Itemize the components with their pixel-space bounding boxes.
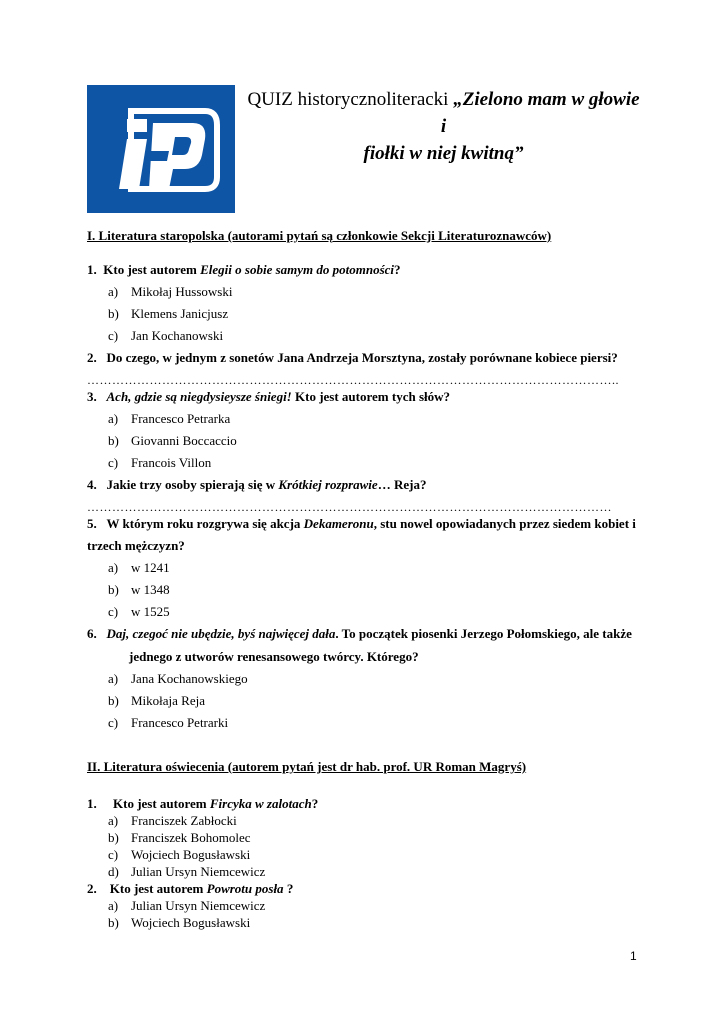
answer-1-6-a: a) Jana Kochanowskiego bbox=[108, 671, 248, 686]
answer-1-6-c: c) Francesco Petrarki bbox=[108, 715, 229, 730]
answer-1-1-c: c) Jan Kochanowski bbox=[108, 328, 224, 343]
question-1-3: 3. Ach, gdzie są niegdysieysze śniegi! Kto jest autorem tych słów? bbox=[87, 389, 451, 404]
answer-1-3-b: b) Giovanni Boccaccio bbox=[108, 433, 237, 448]
question-2-1: 1. Kto jest autorem Fircyka w zalotach? bbox=[87, 796, 319, 811]
page-title bbox=[246, 86, 641, 167]
answer-1-3-c: c) Francois Villon bbox=[108, 455, 212, 470]
answer-1-5-a: a) w 1241 bbox=[108, 560, 170, 575]
section-1-heading: I. Literatura staropolska (autorami pytań są członkowie Sekcji Literaturoznawców) bbox=[87, 228, 552, 243]
answer-2-1-b: b) Franciszek Bohomolec bbox=[108, 830, 251, 845]
answer-2-2-b: b) Wojciech Bogusławski bbox=[108, 915, 251, 930]
question-1-1: 1. Kto jest autorem Elegii o sobie samym do potomności? bbox=[87, 262, 401, 277]
question-1-4: 4. Jakie trzy osoby spierają się w Krótkiej rozprawie… Reja? bbox=[87, 477, 427, 492]
question-2-2: 2. Kto jest autorem Powrotu posła ? bbox=[87, 881, 294, 896]
answer-1-1-b: b) Klemens Janicjusz bbox=[108, 306, 229, 321]
answer-1-5-c: c) w 1525 bbox=[108, 604, 170, 619]
question-1-6: 6. Daj, czegoć nie ubędzie, byś najwięcej dała. To początek piosenki Jerzego Połomskiego, ale także bbox=[87, 626, 632, 641]
answer-line-1-2: ……………………………………………………………………………………………………………….. bbox=[87, 373, 619, 387]
answer-1-1-a: a) Mikołaj Hussowski bbox=[108, 284, 233, 299]
answer-2-1-d: d) Julian Ursyn Niemcewicz bbox=[108, 864, 266, 879]
question-1-5-line-2: trzech mężczyzn? bbox=[87, 538, 185, 553]
answer-line-1-4: ……………………………………………………………………………………………………………… bbox=[87, 500, 612, 514]
question-1-5: 5. W którym roku rozgrywa się akcja Dekameronu, stu nowel opowiadanych przez siedem kobiet i bbox=[87, 516, 636, 531]
answer-1-5-b: b) w 1348 bbox=[108, 582, 170, 597]
answer-1-3-a: a) Francesco Petrarka bbox=[108, 411, 231, 426]
title-italic-1: „Zielono mam w głowie i bbox=[440, 89, 640, 137]
page-number: 1 bbox=[630, 949, 637, 963]
question-1-6-line-2: jednego z utworów renesansowego twórcy. Którego? bbox=[129, 649, 419, 664]
answer-1-6-b: b) Mikołaja Reja bbox=[108, 693, 206, 708]
title-italic-2: fiołki w niej kwitną” bbox=[363, 143, 524, 164]
answer-2-1-c: c) Wojciech Bogusławski bbox=[108, 847, 251, 862]
logo-graphic bbox=[87, 85, 235, 213]
question-1-2: 2. Do czego, w jednym z sonetów Jana Andrzeja Morsztyna, zostały porównane kobiece piersi? bbox=[87, 350, 618, 365]
answer-2-2-a: a) Julian Ursyn Niemcewicz bbox=[108, 898, 266, 913]
title-plain: QUIZ historycznoliteracki bbox=[247, 89, 454, 110]
logo bbox=[87, 85, 235, 213]
answer-2-1-a: a) Franciszek Zabłocki bbox=[108, 813, 237, 828]
section-2-heading: II. Literatura oświecenia (autorem pytań jest dr hab. prof. UR Roman Magryś) bbox=[87, 759, 527, 774]
